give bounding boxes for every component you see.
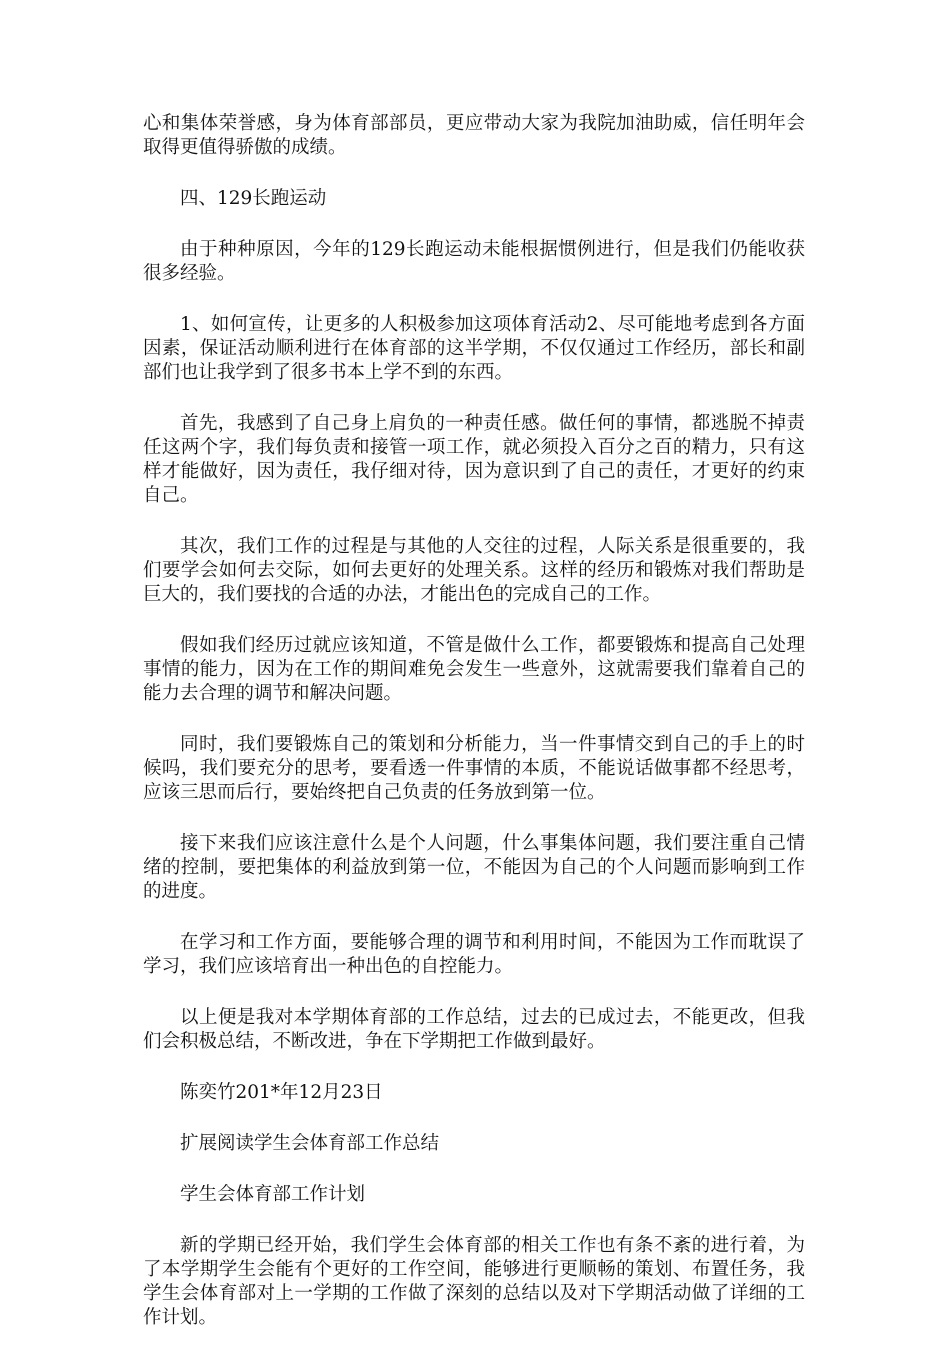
paragraph-conclusion: 以上便是我对本学期体育部的工作总结，过去的已成过去，不能更改，但我们会积极总结，不断改进，争在下学期把工作做到最好。 (143, 1007, 805, 1052)
paragraph: 首先，我感到了自己身上肩负的一种责任感。做任何的事情，都逃脱不掉责任这两个字，我们每负责和接管一项工作，就必须投入百分之百的精力，只有这样才能做好，因为责任，我仔细对待，因为意识到了自己的责任，才更好的约束自己。 (143, 413, 805, 506)
plan-title: 学生会体育部工作计划 (180, 1184, 366, 1205)
extended-reading-title: 扩展阅读学生会体育部工作总结 (180, 1133, 440, 1154)
paragraph: 假如我们经历过就应该知道，不管是做什么工作，都要锻炼和提高自己处理事情的能力，因为在工作的期间难免会发生一些意外，这就需要我们靠着自己的能力去合理的调节和解决问题。 (143, 635, 805, 704)
paragraph: 接下来我们应该注意什么是个人问题，什么事集体问题，我们要注重自己情绪的控制，要把集体的利益放到第一位，不能因为自己的个人问题而影响到工作的进度。 (143, 833, 805, 902)
paragraph-continuation: 心和集体荣誉感，身为体育部部员，更应带动大家为我院加油助威，信任明年会取得更值得骄傲的成绩。 (143, 113, 805, 158)
signature-date: 陈奕竹201*年12月23日 (180, 1082, 383, 1103)
paragraph: 同时，我们要锻炼自己的策划和分析能力，当一件事情交到自己的手上的时候吗，我们要充分的思考，要看透一件事情的本质，不能说话做事都不经思考，应该三思而后行，要始终把自己负责的任务放到第一位。 (143, 734, 805, 803)
paragraph: 1、如何宣传，让更多的人积极参加这项体育活动2、尽可能地考虑到各方面因素，保证活动顺利进行在体育部的这半学期，不仅仅通过工作经历，部长和副部们也让我学到了很多书本上学不到的东西。 (143, 314, 805, 383)
paragraph: 在学习和工作方面，要能够合理的调节和利用时间，不能因为工作而耽误了学习，我们应该培育出一种出色的自控能力。 (143, 932, 805, 977)
section-heading-129-run: 四、129长跑运动 (180, 188, 327, 209)
paragraph: 其次，我们工作的过程是与其他的人交往的过程，人际关系是很重要的，我们要学会如何去交际，如何去更好的处理关系。这样的经历和锻炼对我们帮助是巨大的，我们要找的合适的办法，才能出色的完成自己的工作。 (143, 536, 805, 605)
paragraph: 由于种种原因，今年的129长跑运动未能根据惯例进行，但是我们仍能收获很多经验。 (143, 239, 805, 284)
document-body (143, 112, 805, 1357)
paragraph: 新的学期已经开始，我们学生会体育部的相关工作也有条不紊的进行着，为了本学期学生会能有个更好的工作空间，能够进行更顺畅的策划、布置任务，我学生会体育部对上一学期的工作做了深刻的总结以及对下学期活动做了详细的工作计划。 (143, 1235, 805, 1328)
